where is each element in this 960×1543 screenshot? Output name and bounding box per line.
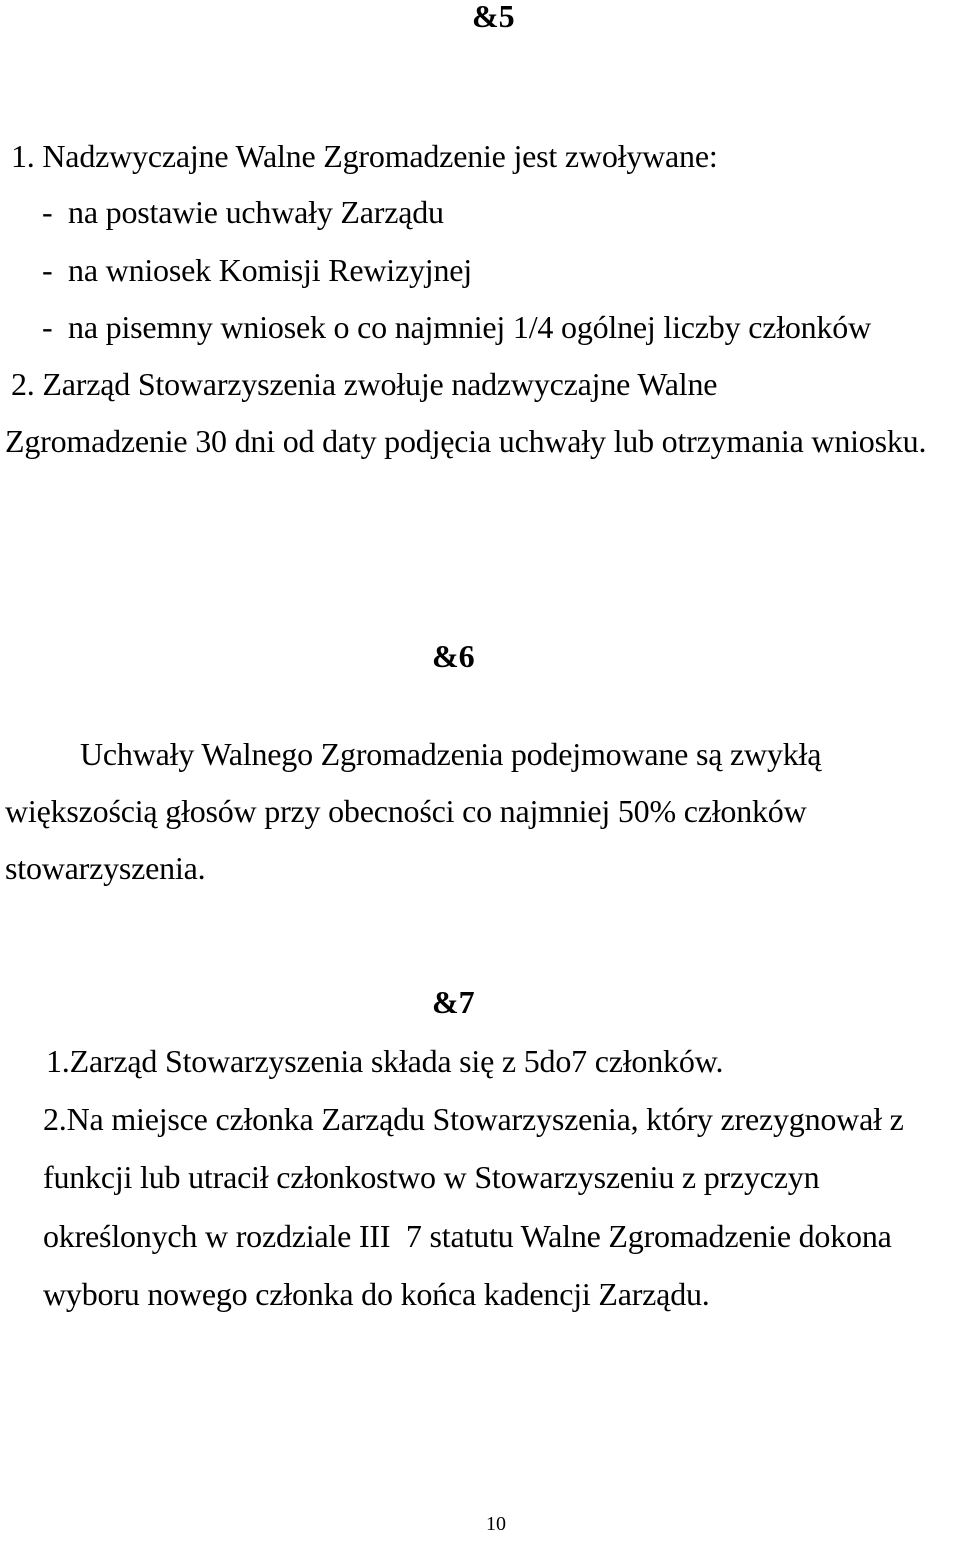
section-5-item-2-line-1: 2. Zarząd Stowarzyszenia zwołuje nadzwyczajne Walne	[11, 366, 718, 402]
section-7-item-2-line-1: 2.Na miejsce członka Zarządu Stowarzyszenia, który zrezygnował z	[43, 1101, 904, 1137]
section-7-item-2-line-3: określonych w rozdziale III 7 statutu Walne Zgromadzenie dokona	[43, 1218, 892, 1254]
section-5-bullet-1: - na postawie uchwały Zarządu	[42, 194, 444, 230]
section-7-item-1: 1.Zarząd Stowarzyszenia składa się z 5do7 członków.	[46, 1043, 724, 1079]
section-6-line-2: większością głosów przy obecności co najmniej 50% członków	[5, 793, 807, 829]
section-5-bullet-3: - na pisemny wniosek o co najmniej 1/4 ogólnej liczby członków	[42, 309, 871, 345]
section-6-heading: &6	[432, 638, 475, 674]
page-number: 10	[486, 1513, 506, 1535]
section-5-bullet-2: - na wniosek Komisji Rewizyjnej	[42, 252, 472, 288]
section-6-line-1: Uchwały Walnego Zgromadzenia podejmowane są zwykłą	[80, 736, 822, 772]
section-5-item-2-line-2: Zgromadzenie 30 dni od daty podjęcia uchwały lub otrzymania wniosku.	[5, 423, 927, 459]
section-6-line-3: stowarzyszenia.	[5, 850, 206, 886]
section-7-item-2-line-4: wyboru nowego członka do końca kadencji Zarządu.	[43, 1276, 710, 1312]
section-7-item-2-line-2: funkcji lub utracił członkostwo w Stowarzyszeniu z przyczyn	[43, 1159, 820, 1195]
section-5-item-1: 1. Nadzwyczajne Walne Zgromadzenie jest zwoływane:	[11, 138, 718, 174]
section-7-heading: &7	[432, 984, 475, 1020]
section-5-heading: &5	[472, 0, 515, 34]
